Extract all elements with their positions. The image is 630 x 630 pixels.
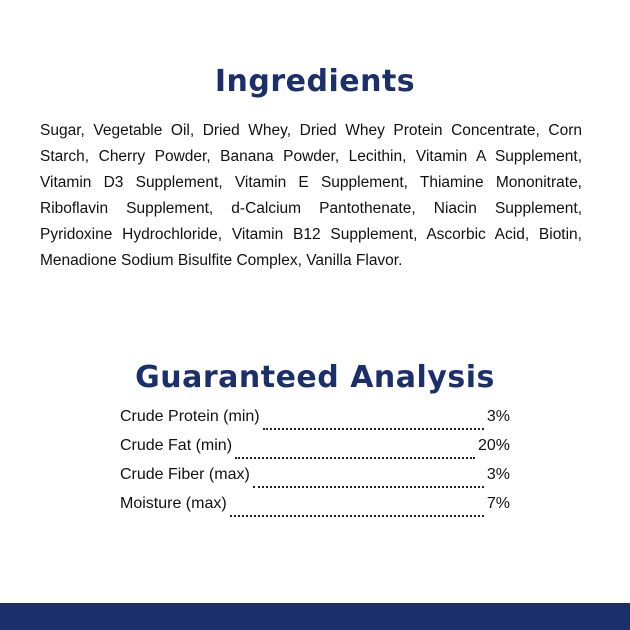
ingredients-text: Sugar, Vegetable Oil, Dried Whey, Dried Whey Protein Concentrate, Corn Starch, Cherry Powder, Banana Powder, Lecithin, Vitamin A Supplement, Vitamin D3 Supplement, Vitamin E Supplement, Thiamine Mononitrate, Riboflavin Supplement, d-Calcium Pantothenate, Niacin Supplement, Pyridoxine Hydrochloride, Vitamin B12 Supplement, Ascorbic Acid, Biotin, Menadione Sodium Bisulfite Complex, Vanilla Flavor. (40, 122, 582, 269)
guaranteed-analysis-list (120, 408, 510, 524)
analysis-row-moisture (120, 495, 510, 524)
analysis-row-crude-protein (120, 408, 510, 437)
footer-bar (0, 603, 630, 630)
dot-leader (230, 511, 484, 517)
dot-leader (235, 453, 475, 459)
ingredients-title: Ingredients (214, 64, 416, 99)
analysis-row-crude-fat (120, 437, 510, 466)
analysis-value: 7% (486, 495, 510, 512)
analysis-label: Moisture (max) (120, 495, 227, 512)
analysis-value: 3% (486, 466, 510, 483)
analysis-value: 20% (477, 437, 510, 454)
analysis-value: 3% (486, 408, 510, 425)
dot-leader (263, 424, 484, 430)
guaranteed-analysis-title: Guaranteed Analysis (135, 360, 495, 395)
analysis-label: Crude Fat (min) (120, 437, 233, 454)
dot-leader (253, 482, 484, 488)
analysis-row-crude-fiber (120, 466, 510, 495)
analysis-label: Crude Protein (min) (120, 408, 260, 425)
analysis-label: Crude Fiber (max) (120, 466, 250, 483)
